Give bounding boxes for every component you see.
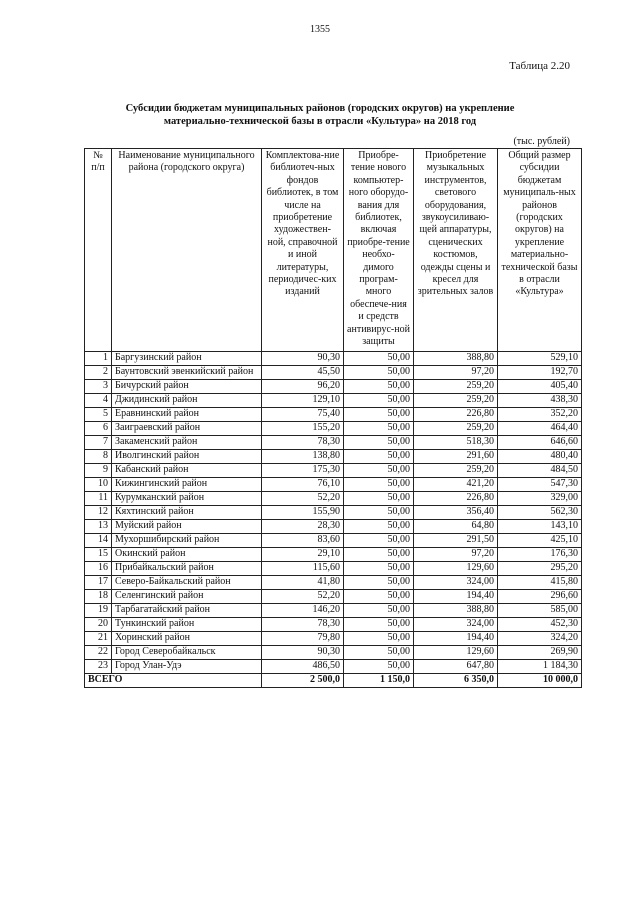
- table-row: [85, 505, 582, 519]
- page-number: 1355: [310, 24, 330, 35]
- cell-name: Хоринский район: [112, 631, 262, 645]
- cell-name: Кабанский район: [112, 463, 262, 477]
- header-instruments: Приобретение музыкальных инструментов, светового оборудования, звукоусиливаю-щей аппаратуры, сценических костюмов, одежды сцены и кресел для зрительных залов: [414, 149, 498, 352]
- cell-instruments: 388,80: [414, 351, 498, 365]
- cell-name: Прибайкальский район: [112, 561, 262, 575]
- cell-num: 14: [85, 533, 112, 547]
- cell-computers: 50,00: [344, 575, 414, 589]
- cell-name: Муйский район: [112, 519, 262, 533]
- cell-name: Баргузинский район: [112, 351, 262, 365]
- cell-instruments: 226,80: [414, 407, 498, 421]
- cell-num: 17: [85, 575, 112, 589]
- table-row: [85, 561, 582, 575]
- cell-computers: 50,00: [344, 463, 414, 477]
- cell-total: 484,50: [498, 463, 582, 477]
- cell-num: 4: [85, 393, 112, 407]
- cell-books: 90,30: [262, 645, 344, 659]
- cell-instruments: 356,40: [414, 505, 498, 519]
- cell-total: 269,90: [498, 645, 582, 659]
- table-row: [85, 463, 582, 477]
- cell-num: 7: [85, 435, 112, 449]
- cell-num: 12: [85, 505, 112, 519]
- title-line-2: материально-технической базы в отрасли «Культура» на 2018 год: [163, 116, 477, 127]
- cell-computers: 50,00: [344, 645, 414, 659]
- cell-computers: 50,00: [344, 379, 414, 393]
- cell-books: 83,60: [262, 533, 344, 547]
- table-body: [85, 351, 582, 673]
- cell-computers: 50,00: [344, 659, 414, 673]
- table-row: [85, 631, 582, 645]
- cell-instruments: 97,20: [414, 365, 498, 379]
- cell-total: 329,00: [498, 491, 582, 505]
- cell-name: Тункинский район: [112, 617, 262, 631]
- cell-instruments: 388,80: [414, 603, 498, 617]
- cell-computers: 50,00: [344, 477, 414, 491]
- cell-instruments: 226,80: [414, 491, 498, 505]
- cell-total: 192,70: [498, 365, 582, 379]
- cell-name: Кяхтинский район: [112, 505, 262, 519]
- cell-books: 96,20: [262, 379, 344, 393]
- table-row: [85, 533, 582, 547]
- cell-total: 480,40: [498, 449, 582, 463]
- cell-num: 16: [85, 561, 112, 575]
- cell-books: 76,10: [262, 477, 344, 491]
- cell-books: 52,20: [262, 589, 344, 603]
- cell-num: 22: [85, 645, 112, 659]
- table-row: [85, 603, 582, 617]
- cell-name: Кижингинский район: [112, 477, 262, 491]
- cell-name: Город Улан-Удэ: [112, 659, 262, 673]
- cell-num: 1: [85, 351, 112, 365]
- title-line-1: Субсидии бюджетам муниципальных районов (городских округов) на укрепление: [125, 103, 515, 114]
- cell-computers: 50,00: [344, 393, 414, 407]
- subsidy-table: [84, 148, 582, 688]
- cell-total: 452,30: [498, 617, 582, 631]
- cell-name: Бичурский район: [112, 379, 262, 393]
- cell-books: 78,30: [262, 617, 344, 631]
- cell-books: 28,30: [262, 519, 344, 533]
- cell-instruments: 64,80: [414, 519, 498, 533]
- cell-books: 175,30: [262, 463, 344, 477]
- cell-name: Иволгинский район: [112, 449, 262, 463]
- cell-num: 6: [85, 421, 112, 435]
- cell-instruments: 129,60: [414, 561, 498, 575]
- cell-num: 2: [85, 365, 112, 379]
- table-row: [85, 449, 582, 463]
- table-title: [70, 102, 570, 128]
- cell-books: 146,20: [262, 603, 344, 617]
- cell-instruments: 324,00: [414, 617, 498, 631]
- table-row: [85, 575, 582, 589]
- cell-num: 8: [85, 449, 112, 463]
- cell-instruments: 518,30: [414, 435, 498, 449]
- cell-total: 529,10: [498, 351, 582, 365]
- cell-total: 324,20: [498, 631, 582, 645]
- cell-computers: 50,00: [344, 589, 414, 603]
- cell-instruments: 421,20: [414, 477, 498, 491]
- cell-total: 415,80: [498, 575, 582, 589]
- cell-computers: 50,00: [344, 491, 414, 505]
- cell-total: 143,10: [498, 519, 582, 533]
- header-computers: Приобре-тение нового компьютер-ного оборудо-вания для библиотек, включая приобре-тение необхо-димого програм-много обеспече-ния и средств антивирус-ной защиты: [344, 149, 414, 352]
- table-row: [85, 407, 582, 421]
- cell-name: Курумканский район: [112, 491, 262, 505]
- cell-total: 176,30: [498, 547, 582, 561]
- cell-num: 9: [85, 463, 112, 477]
- cell-total: 296,60: [498, 589, 582, 603]
- table-row: [85, 351, 582, 365]
- cell-instruments: 129,60: [414, 645, 498, 659]
- cell-computers: 50,00: [344, 435, 414, 449]
- cell-computers: 50,00: [344, 631, 414, 645]
- cell-books: 155,20: [262, 421, 344, 435]
- table-row: [85, 379, 582, 393]
- cell-instruments: 194,40: [414, 631, 498, 645]
- cell-num: 3: [85, 379, 112, 393]
- cell-num: 20: [85, 617, 112, 631]
- cell-num: 23: [85, 659, 112, 673]
- table-row: [85, 547, 582, 561]
- cell-computers: 50,00: [344, 547, 414, 561]
- header-books: Комплектова-ние библиотеч-ных фондов библиотек, в том числе на приобретение художествен-ной, справочной и иной литературы, периодичес-ких изданий: [262, 149, 344, 352]
- table-row: [85, 421, 582, 435]
- cell-instruments: 259,20: [414, 393, 498, 407]
- cell-num: 21: [85, 631, 112, 645]
- cell-instruments: 259,20: [414, 463, 498, 477]
- cell-instruments: 259,20: [414, 379, 498, 393]
- total-total: 10 000,0: [498, 673, 582, 687]
- cell-num: 19: [85, 603, 112, 617]
- cell-name: Тарбагатайский район: [112, 603, 262, 617]
- header-row: [85, 149, 582, 352]
- cell-name: Город Северобайкальск: [112, 645, 262, 659]
- table-id: Таблица 2.20: [509, 60, 570, 72]
- table-row: [85, 365, 582, 379]
- cell-instruments: 647,80: [414, 659, 498, 673]
- total-books: 2 500,0: [262, 673, 344, 687]
- cell-instruments: 291,60: [414, 449, 498, 463]
- cell-books: 52,20: [262, 491, 344, 505]
- total-instruments: 6 350,0: [414, 673, 498, 687]
- cell-computers: 50,00: [344, 533, 414, 547]
- cell-total: 438,30: [498, 393, 582, 407]
- table-row: [85, 589, 582, 603]
- cell-name: Мухоршибирский район: [112, 533, 262, 547]
- cell-total: 405,40: [498, 379, 582, 393]
- table-row: [85, 393, 582, 407]
- table-row: [85, 477, 582, 491]
- cell-name: Закаменский район: [112, 435, 262, 449]
- total-label: ВСЕГО: [85, 673, 262, 687]
- cell-num: 15: [85, 547, 112, 561]
- total-row: [85, 673, 582, 687]
- table-row: [85, 519, 582, 533]
- cell-books: 138,80: [262, 449, 344, 463]
- cell-books: 79,80: [262, 631, 344, 645]
- cell-total: 585,00: [498, 603, 582, 617]
- cell-total: 425,10: [498, 533, 582, 547]
- cell-books: 75,40: [262, 407, 344, 421]
- cell-computers: 50,00: [344, 407, 414, 421]
- cell-name: Заиграевский район: [112, 421, 262, 435]
- cell-name: Селенгинский район: [112, 589, 262, 603]
- cell-books: 115,60: [262, 561, 344, 575]
- table-row: [85, 617, 582, 631]
- cell-computers: 50,00: [344, 351, 414, 365]
- header-name: Наименование муниципального района (городского округа): [112, 149, 262, 352]
- cell-name: Еравнинский район: [112, 407, 262, 421]
- cell-computers: 50,00: [344, 365, 414, 379]
- header-total: Общий размер субсидии бюджетам муниципаль-ных районов (городских округов) на укрепление материально-технической базы в отрасли «Культура»: [498, 149, 582, 352]
- total-computers: 1 150,0: [344, 673, 414, 687]
- cell-computers: 50,00: [344, 561, 414, 575]
- cell-name: Северо-Байкальский район: [112, 575, 262, 589]
- cell-books: 486,50: [262, 659, 344, 673]
- table-row: [85, 491, 582, 505]
- cell-books: 129,10: [262, 393, 344, 407]
- table-row: [85, 435, 582, 449]
- table-row: [85, 645, 582, 659]
- cell-num: 11: [85, 491, 112, 505]
- cell-total: 562,30: [498, 505, 582, 519]
- cell-books: 155,90: [262, 505, 344, 519]
- cell-total: 352,20: [498, 407, 582, 421]
- cell-computers: 50,00: [344, 449, 414, 463]
- cell-num: 13: [85, 519, 112, 533]
- cell-total: 464,40: [498, 421, 582, 435]
- cell-instruments: 97,20: [414, 547, 498, 561]
- cell-name: Баунтовский эвенкийский район: [112, 365, 262, 379]
- cell-total: 646,60: [498, 435, 582, 449]
- cell-books: 29,10: [262, 547, 344, 561]
- cell-computers: 50,00: [344, 603, 414, 617]
- cell-computers: 50,00: [344, 519, 414, 533]
- cell-total: 1 184,30: [498, 659, 582, 673]
- cell-num: 5: [85, 407, 112, 421]
- table-row: [85, 659, 582, 673]
- cell-computers: 50,00: [344, 617, 414, 631]
- cell-books: 90,30: [262, 351, 344, 365]
- cell-num: 18: [85, 589, 112, 603]
- cell-total: 295,20: [498, 561, 582, 575]
- cell-books: 41,80: [262, 575, 344, 589]
- cell-name: Джидинский район: [112, 393, 262, 407]
- cell-instruments: 324,00: [414, 575, 498, 589]
- units-label: (тыс. рублей): [513, 136, 570, 147]
- cell-books: 45,50: [262, 365, 344, 379]
- header-num: № п/п: [85, 149, 112, 352]
- cell-computers: 50,00: [344, 505, 414, 519]
- cell-instruments: 291,50: [414, 533, 498, 547]
- cell-name: Окинский район: [112, 547, 262, 561]
- cell-instruments: 259,20: [414, 421, 498, 435]
- cell-books: 78,30: [262, 435, 344, 449]
- cell-total: 547,30: [498, 477, 582, 491]
- cell-computers: 50,00: [344, 421, 414, 435]
- cell-instruments: 194,40: [414, 589, 498, 603]
- cell-num: 10: [85, 477, 112, 491]
